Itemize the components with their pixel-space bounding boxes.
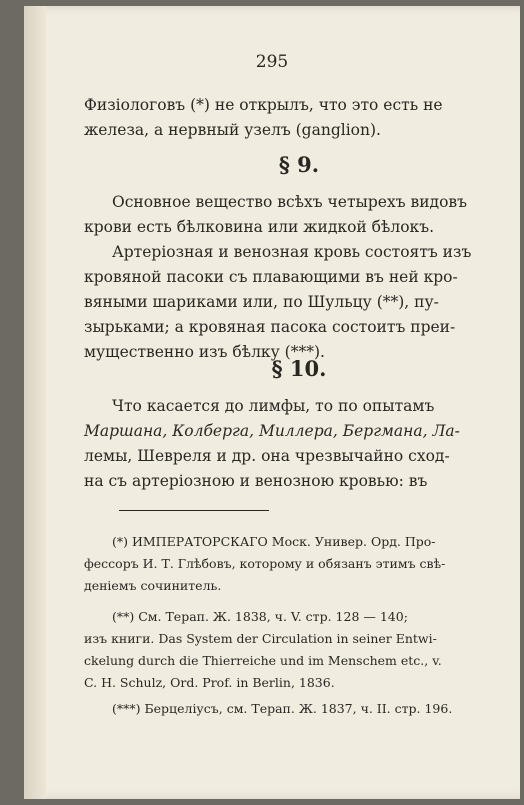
footnote-line: изъ книги. Das System der Circulation in seiner Entwi- [84, 631, 437, 646]
text-line: на съ артеріозною и венозною кровью: въ [84, 472, 428, 490]
text-line: кровяной пасоки съ плавающими въ ней кро- [84, 268, 458, 286]
text-line: Что касается до лимфы, то по опытамъ [112, 397, 435, 415]
footnote-line: деніемъ сочинитель. [84, 578, 222, 593]
text-line: Физіологовъ (*) не открылъ, что это есть не [84, 96, 443, 114]
text-line: Артеріозная и венозная кровь состоятъ изъ [112, 243, 472, 261]
footnote-line: фессоръ И. Т. Глѣбовъ, которому и обязанъ этимъ свѣ- [84, 556, 446, 571]
section-10-heading [84, 356, 514, 381]
footnote-3 [84, 698, 514, 720]
footnote-divider [119, 510, 269, 511]
page-gutter [24, 6, 46, 799]
section-9-heading [84, 152, 514, 177]
footnote-1 [84, 531, 514, 597]
footnote-line: ckelung durch die Thierreiche und im Menschem etc., v. [84, 653, 442, 668]
book-page [24, 6, 520, 799]
section-10-paragraph [84, 394, 514, 494]
footnote-line: (**) См. Терап. Ж. 1838, ч. V. стр. 128 — 140; [112, 609, 408, 624]
footnote-line: (*) ИМПЕРАТОРСКАГО Моск. Универ. Орд. Про- [112, 534, 436, 549]
text-line: вяными шариками или, по Шульцу (**), пу- [84, 293, 439, 311]
section-heading: § 10. [271, 356, 327, 381]
text-line: зырьками; а кровяная пасока состоитъ преи- [84, 318, 456, 336]
footnote-2 [84, 606, 514, 694]
text-line: железа, а нервный узелъ (ganglion). [84, 121, 381, 139]
text-line: Маршана, Колберга, Миллера, Бергмана, Ла- [84, 422, 460, 440]
text-line: лемы, Шевреля и др. она чрезвычайно сход- [84, 447, 450, 465]
text-line: мущественно изъ бѣлку (***). [84, 343, 325, 361]
footnote-line: C. H. Schulz, Ord. Prof. in Berlin, 1836. [84, 675, 335, 690]
section-9-paragraph [84, 190, 514, 365]
page-number: 295 [255, 52, 289, 72]
section-heading: § 9. [278, 152, 320, 177]
footnote-line: (***) Берцеліусъ, см. Терап. Ж. 1837, ч. II. стр. 196. [112, 701, 453, 716]
text-line: Основное вещество всѣхъ четырехъ видовъ [112, 193, 468, 211]
text-line: крови есть бѣлковина или жидкой бѣлокъ. [84, 218, 434, 236]
continued-text [84, 93, 514, 143]
